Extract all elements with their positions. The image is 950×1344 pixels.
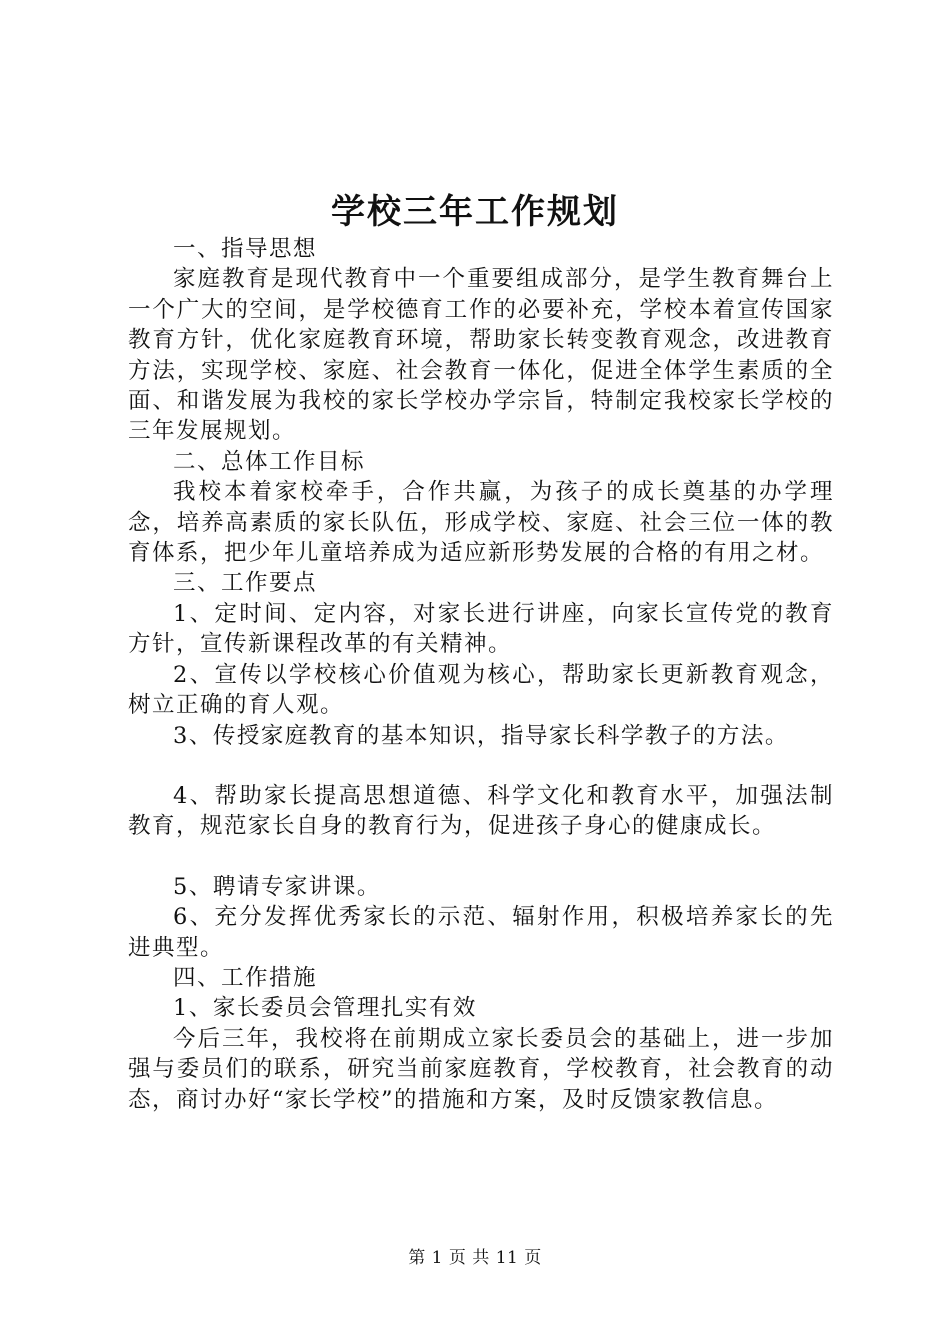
list-item: 2、宣传以学校核心价值观为核心，帮助家长更新教育观念，树立正确的育人观。 <box>128 661 834 719</box>
list-item: 6、充分发挥优秀家长的示范、辐射作用，积极培养家长的先进典型。 <box>128 904 834 961</box>
heading-work-points: 三、工作要点 <box>173 570 318 597</box>
list-item: 5、聘请专家讲课。 <box>173 873 381 900</box>
heading-guiding-ideology: 一、指导思想 <box>173 236 318 262</box>
paragraph: 家庭教育是现代教育中一个重要组成部分，是学生教育舞台上一个广大的空间，是学校德育工作的必要补充，学校本着宣传国家教育方针，优化家庭教育环境，帮助家长转变教育观念，改进教育方法，实现学校、家庭、社会教育一体化，促进全体学生素质的全面、和谐发展为我校的家长学校办学宗旨，特制定我校家长学校的三年发展规划。 <box>128 266 834 445</box>
paragraph: 今后三年，我校将在前期成立家长委员会的基础上，进一步加强与委员们的联系，研究当前家庭教育，学校教育，社会教育的动态，商讨办好“家长学校”的措施和方案，及时反馈家教信息。 <box>128 1025 834 1113</box>
heading-work-measures: 四、工作措施 <box>173 964 318 991</box>
list-item: 3、传授家庭教育的基本知识，指导家长科学教子的方法。 <box>173 722 789 749</box>
subheading: 1、家长委员会管理扎实有效 <box>173 995 477 1022</box>
page-title: 学校三年工作规划 <box>331 192 619 232</box>
document-body <box>128 234 834 1115</box>
list-item: 4、帮助家长提高思想道德、科学文化和教育水平，加强法制教育，规范家长自身的教育行为，促进孩子身心的健康成长。 <box>128 782 834 840</box>
list-item: 1、定时间、定内容，对家长进行讲座，向家长宣传党的教育方针，宣传新课程改革的有关精神。 <box>128 600 834 658</box>
paragraph: 我校本着家校牵手，合作共赢，为孩子的成长奠基的办学理念，培养高素质的家长队伍，形成学校、家庭、社会三位一体的教育体系，把少年儿童培养成为适应新形势发展的合格的有用之材。 <box>128 479 834 567</box>
page-number: 第 1 页 共 11 页 <box>408 1248 542 1268</box>
heading-overall-goal: 二、总体工作目标 <box>173 448 366 475</box>
